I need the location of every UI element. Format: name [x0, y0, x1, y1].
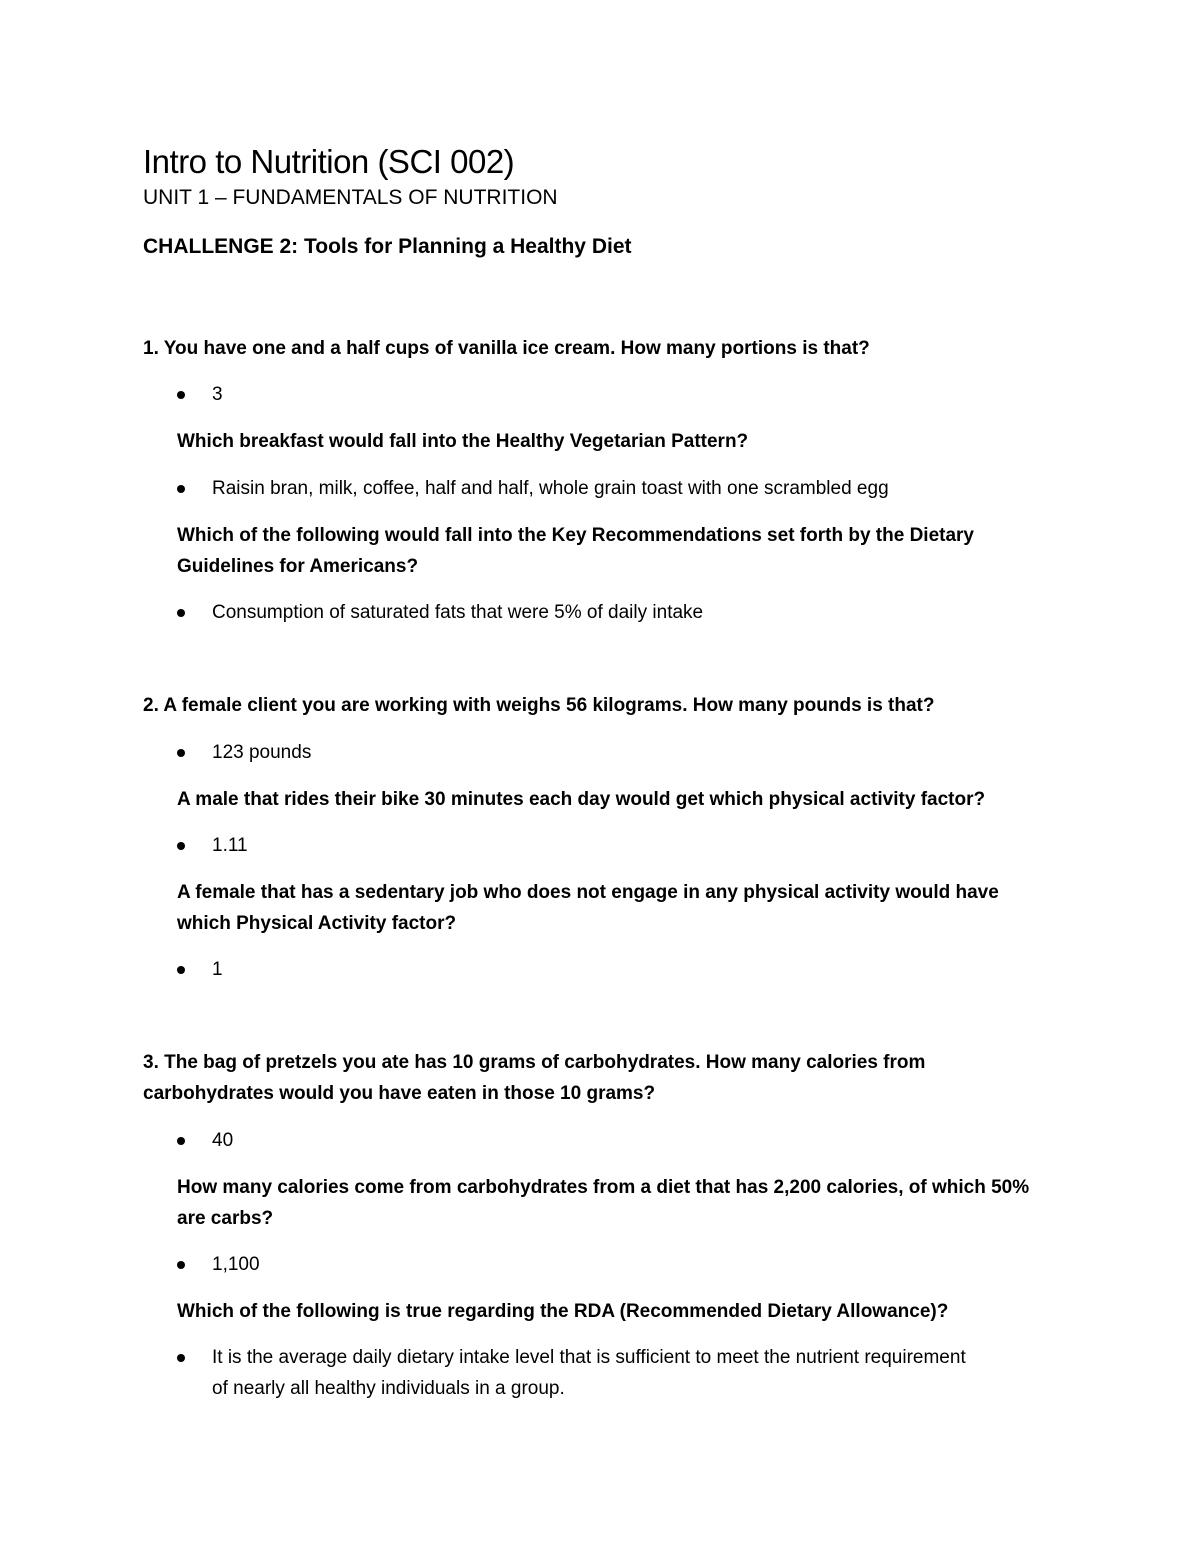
- challenge-heading: CHALLENGE 2: Tools for Planning a Healthy Diet: [143, 235, 632, 258]
- answer-text: 123 pounds: [212, 742, 312, 763]
- question-1b: Which breakfast would fall into the Healthy Vegetarian Pattern?: [177, 431, 749, 452]
- answer-1c: [177, 597, 1037, 628]
- answer-2b: [177, 830, 1037, 861]
- answer-text: 1,100: [212, 1254, 260, 1275]
- question-1c: Which of the following would fall into the Key Recommendations set forth by the Dietary Guidelines for Americans?: [177, 525, 974, 577]
- answer-text: 1: [212, 959, 223, 980]
- answer-1: [177, 379, 1037, 410]
- question-3: 3. The bag of pretzels you ate has 10 grams of carbohydrates. How many calories from carbohydrates would you have eaten in those 10 grams?: [143, 1052, 926, 1104]
- answer-2c: [177, 954, 1037, 985]
- question-3c: Which of the following is true regarding the RDA (Recommended Dietary Allowance)?: [177, 1301, 949, 1322]
- answer-text: It is the average daily dietary intake level that is sufficient to meet the nutrient requirement of nearly all healthy individuals in a group.: [212, 1347, 966, 1399]
- question-1: 1. You have one and a half cups of vanilla ice cream. How many portions is that?: [143, 338, 870, 359]
- answer-2: [177, 737, 1037, 768]
- answer-text: 3: [212, 384, 223, 405]
- answer-1b: [177, 473, 1037, 504]
- answer-3c: [177, 1342, 977, 1404]
- answer-text: Raisin bran, milk, coffee, half and half, whole grain toast with one scrambled egg: [212, 478, 889, 499]
- answer-3: [177, 1125, 1037, 1156]
- question-3b: How many calories come from carbohydrates from a diet that has 2,200 calories, of which 50% are carbs?: [177, 1177, 1030, 1229]
- question-2b: A male that rides their bike 30 minutes each day would get which physical activity factor?: [177, 789, 986, 810]
- answer-text: 1.11: [212, 835, 248, 856]
- question-2c: A female that has a sedentary job who does not engage in any physical activity would have which Physical Activity factor?: [177, 882, 999, 934]
- question-2: 2. A female client you are working with weighs 56 kilograms. How many pounds is that?: [143, 695, 935, 716]
- answer-3b: [177, 1249, 1037, 1280]
- answer-text: Consumption of saturated fats that were 5% of daily intake: [212, 602, 704, 623]
- unit-heading: UNIT 1 – FUNDAMENTALS OF NUTRITION: [143, 186, 558, 209]
- answer-text: 40: [212, 1130, 234, 1151]
- document-title: Intro to Nutrition (SCI 002): [143, 143, 515, 180]
